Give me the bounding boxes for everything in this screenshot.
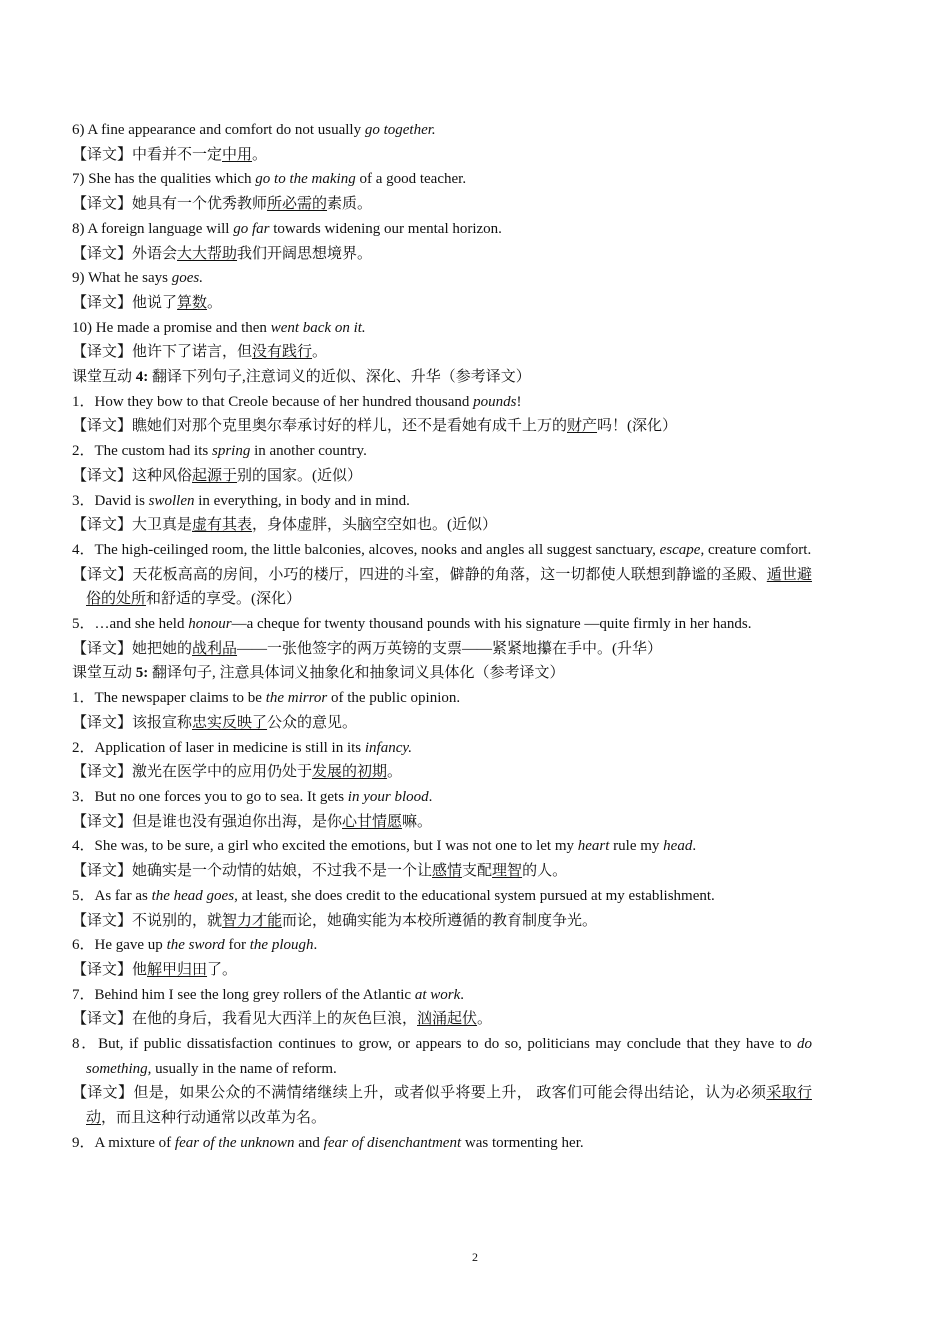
italic-phrase: heart — [577, 838, 610, 855]
text-run: 而论，她确实能为本校所遵循的教育制度争光。 — [282, 912, 598, 929]
underlined-phrase: 忠实反映了 — [192, 714, 268, 731]
text-run: 支配 — [462, 863, 493, 880]
text-run: 【译文】她把她的 — [72, 640, 193, 657]
translation-line — [72, 242, 812, 267]
text-run: 吗！(深化） — [597, 418, 678, 435]
text-run: ! — [516, 393, 522, 410]
italic-phrase: go far — [233, 220, 270, 237]
english-sentence — [72, 736, 812, 761]
italic-phrase: went back on it. — [270, 319, 366, 336]
translation-line — [72, 563, 812, 612]
italic-phrase: spring — [211, 443, 251, 460]
text-run: 8) A foreign language will — [72, 220, 234, 237]
underlined-phrase: 解甲归田 — [147, 961, 208, 978]
section-heading — [72, 365, 812, 390]
text-run: 9．A mixture of — [72, 1134, 175, 1151]
english-sentence — [72, 785, 812, 810]
underlined-phrase: 采取行动 — [86, 1085, 812, 1127]
text-run: 翻译句子, 注意具体词义抽象化和抽象词义具体化（参考译文） — [148, 665, 565, 682]
text-run: 【译文】但是，如果公众的不满情绪继续上升，或者似乎将要上升， 政客们可能会得出结论，认为必须 — [72, 1085, 767, 1102]
text-run: 我们开阔思想境界。 — [237, 245, 373, 262]
text-run: 。 — [252, 146, 268, 163]
text-run: 3．But no one forces you to go to sea. It gets — [72, 788, 348, 805]
text-run: . — [428, 788, 433, 805]
english-sentence — [72, 167, 812, 192]
english-sentence — [72, 489, 812, 514]
text-run: rule my — [609, 838, 664, 855]
underlined-phrase: 发展的初期 — [312, 764, 388, 781]
underlined-phrase: 理智 — [492, 863, 523, 880]
translation-line — [72, 637, 812, 662]
translation-line — [72, 859, 812, 884]
text-run: 3．David is — [72, 492, 149, 509]
translation-line — [72, 1081, 812, 1130]
text-run: . — [460, 986, 465, 1003]
text-run: 。 — [387, 764, 403, 781]
text-run: 。 — [207, 294, 223, 311]
english-sentence — [72, 390, 812, 415]
italic-phrase: the plough — [249, 937, 314, 954]
text-run: 5．As far as — [72, 887, 152, 904]
text-run: of a good teacher. — [355, 171, 467, 188]
text-run: 嘛。 — [402, 813, 433, 830]
italic-phrase: go together. — [364, 122, 436, 138]
text-run: 【译文】这种风俗 — [72, 467, 193, 484]
italic-phrase: infancy. — [364, 739, 412, 756]
english-sentence — [72, 266, 812, 291]
page-number: 2 — [472, 1250, 478, 1264]
english-sentence — [72, 933, 812, 958]
document-body — [72, 118, 812, 1156]
underlined-phrase: 中用 — [222, 146, 253, 163]
text-run: in everything, in body and in mind. — [194, 492, 410, 509]
text-run: 【译文】瞧她们对那个克里奥尔奉承讨好的样儿，还不是看她有成千上万的 — [72, 418, 568, 435]
text-run: ，身体虚胖，头脑空空如也。(近似） — [252, 517, 498, 534]
text-run: 了。 — [207, 961, 238, 978]
text-run: 【译文】在他的身后，我看见大西洋上的灰色巨浪， — [72, 1011, 418, 1028]
english-sentence — [72, 983, 812, 1008]
english-sentence — [72, 686, 812, 711]
text-run: usually in the name of reform. — [151, 1060, 337, 1077]
text-run: and — [294, 1134, 324, 1151]
text-run: 课堂互动 — [72, 665, 136, 682]
text-run: 6．He gave up — [72, 937, 167, 954]
english-sentence — [72, 1032, 812, 1081]
text-run: 7) She has the qualities which — [72, 171, 256, 188]
text-run: 【译文】但是谁也没有强迫你出海，是你 — [72, 813, 343, 830]
text-run: 和舒适的享受。(深化） — [146, 591, 302, 608]
translation-line — [72, 192, 812, 217]
underlined-phrase: 心甘情愿 — [342, 813, 403, 830]
italic-phrase: swollen — [148, 492, 195, 509]
text-run: —a cheque for twenty thousand pounds with his signature —quite firmly in her hands. — [231, 616, 752, 633]
text-run: 【译文】他 — [72, 961, 148, 978]
text-run: 课堂互动 — [72, 369, 136, 386]
underlined-phrase: 所必需的 — [267, 196, 328, 213]
text-run: 6) A fine appearance and comfort do not usually — [72, 122, 365, 138]
section-heading — [72, 661, 812, 686]
english-sentence — [72, 834, 812, 859]
text-run: for — [224, 937, 250, 954]
text-run: 【译文】外语会 — [72, 245, 178, 262]
underlined-phrase: 汹涌起伏 — [417, 1011, 478, 1028]
text-run: 公众的意见。 — [267, 714, 358, 731]
translation-line — [72, 464, 812, 489]
text-run: 。 — [312, 344, 328, 361]
underlined-phrase: 智力才能 — [222, 912, 283, 929]
underlined-phrase: 没有践行 — [252, 344, 313, 361]
text-run: 【译文】不说别的，就 — [72, 912, 223, 929]
text-run: ——一张他签字的两万英镑的支票——紧紧地攥在手中。(升华） — [237, 640, 663, 657]
italic-phrase: do something, — [86, 1036, 812, 1077]
italic-phrase: the mirror — [265, 690, 328, 707]
bold-number: 4: — [135, 369, 149, 386]
translation-line — [72, 810, 812, 835]
text-run: 【译文】他许下了诺言，但 — [72, 344, 253, 361]
text-run: . — [692, 838, 697, 855]
text-run: 别的国家。(近似） — [237, 467, 363, 484]
text-run: 8．But, if public dissatisfaction continues to grow, or appears to do so, politicians may conclude that they have to — [72, 1036, 797, 1053]
italic-phrase: go to the making — [255, 171, 356, 188]
translation-line — [72, 340, 812, 365]
english-sentence — [72, 316, 812, 341]
english-sentence — [72, 538, 812, 563]
text-run: 4．The high-ceilinged room, the little balconies, alcoves, nooks and angles all suggest sanctuary, — [72, 541, 660, 558]
text-run: 素质。 — [327, 196, 373, 213]
italic-phrase: fear of disenchantment — [323, 1134, 462, 1151]
text-run: 5．…and she held — [72, 616, 189, 633]
translation-line — [72, 1007, 812, 1032]
translation-line — [72, 958, 812, 983]
translation-line — [72, 414, 812, 439]
bold-number: 5: — [135, 665, 149, 682]
english-sentence — [72, 118, 812, 143]
english-sentence — [72, 217, 812, 242]
text-run: ，而且这种行动通常以改革为名。 — [101, 1110, 327, 1127]
text-run: 10) He made a promise and then — [72, 319, 271, 336]
text-run: 【译文】大卫真是 — [72, 517, 193, 534]
text-run: 【译文】激光在医学中的应用仍处于 — [72, 764, 313, 781]
text-run: 的人。 — [522, 863, 568, 880]
underlined-phrase: 算数 — [177, 294, 208, 311]
text-run: in another country. — [250, 443, 367, 460]
underlined-phrase: 虚有其表 — [192, 517, 253, 534]
text-run: of the public opinion. — [327, 690, 461, 707]
translation-line — [72, 711, 812, 736]
text-run: 2．The custom had its — [72, 443, 212, 460]
text-run: was tormenting her. — [461, 1134, 584, 1151]
underlined-phrase: 战利品 — [192, 640, 238, 657]
underlined-phrase: 大大帮助 — [177, 245, 238, 262]
english-sentence — [72, 1131, 812, 1156]
translation-line — [72, 760, 812, 785]
text-run: 【译文】天花板高高的房间，小巧的楼厅，四进的斗室，僻静的角落，这一切都使人联想到静谧的圣殿、 — [72, 566, 767, 583]
italic-phrase: fear of the unknown — [174, 1134, 295, 1151]
italic-phrase: in your blood — [347, 788, 429, 805]
text-run: 。 — [477, 1011, 493, 1028]
text-run: 7．Behind him I see the long grey rollers of the Atlantic — [72, 986, 415, 1003]
text-run: 【译文】她具有一个优秀教师 — [72, 196, 268, 213]
italic-phrase: escape — [659, 541, 701, 558]
text-run: , creature comfort. — [700, 541, 812, 558]
text-run: 4．She was, to be sure, a girl who excited the emotions, but I was not one to let my — [72, 838, 578, 855]
text-run: , at least, she does credit to the educational system pursued at my establishment. — [234, 887, 715, 904]
text-run: 【译文】他说了 — [72, 294, 178, 311]
text-run: 【译文】该报宣称 — [72, 714, 193, 731]
text-run: 【译文】中看并不一定 — [72, 146, 223, 163]
text-run: 9) What he says — [72, 270, 172, 287]
italic-phrase: honour — [188, 616, 232, 633]
english-sentence — [72, 439, 812, 464]
english-sentence — [72, 884, 812, 909]
italic-phrase: pounds — [473, 393, 517, 410]
underlined-phrase: 起源于 — [192, 467, 238, 484]
translation-line — [72, 513, 812, 538]
text-run: towards widening our mental horizon. — [269, 220, 502, 237]
italic-phrase: goes. — [171, 270, 203, 287]
text-run: 1．The newspaper claims to be — [72, 690, 266, 707]
italic-phrase: at work — [414, 986, 461, 1003]
text-run: . — [313, 937, 318, 954]
text-run: 1．How they bow to that Creole because of her hundred thousand — [72, 393, 474, 410]
text-run: 翻译下列句子,注意词义的近似、深化、升华（参考译文） — [148, 369, 531, 386]
translation-line — [72, 143, 812, 168]
underlined-phrase: 遁世避俗的处所 — [86, 566, 812, 608]
italic-phrase: the sword — [166, 937, 225, 954]
italic-phrase: head — [663, 838, 693, 855]
english-sentence — [72, 612, 812, 637]
italic-phrase: the head goes — [151, 887, 235, 904]
underlined-phrase: 财产 — [567, 418, 598, 435]
translation-line — [72, 909, 812, 934]
translation-line — [72, 291, 812, 316]
underlined-phrase: 感情 — [432, 863, 463, 880]
text-run: 2．Application of laser in medicine is still in its — [72, 739, 365, 756]
text-run: 【译文】她确实是一个动情的姑娘，不过我不是一个让 — [72, 863, 433, 880]
